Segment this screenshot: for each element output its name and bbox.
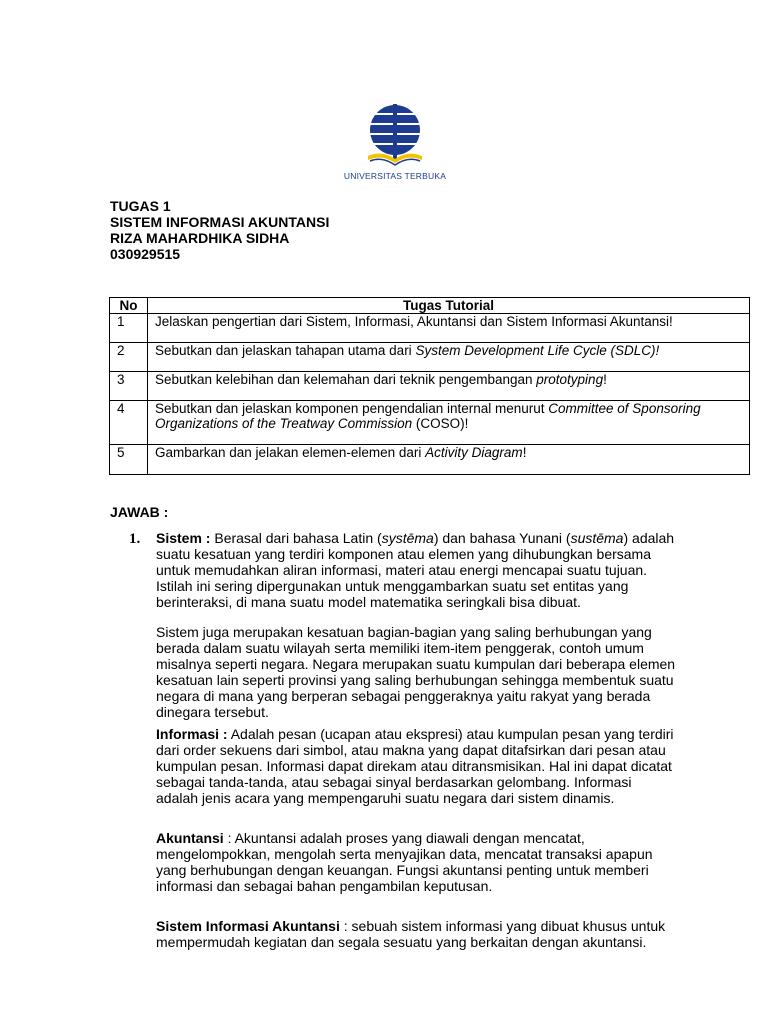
- sistem-paragraph: Sistem : Berasal dari bahasa Latin (systēma) dan bahasa Yunani (sustēma) adalah suatu kesatuan yang terdiri komponen atau elemen yang dihubungkan bersama untuk memudahkan aliran informasi, materi atau energi mencapai suatu tujuan. Istilah ini sering dipergunakan untuk menggambarkan suatu set entitas yang berinteraksi, di mana suatu model matematika seringkali bisa dibuat.: [156, 530, 675, 610]
- table-row: [110, 314, 750, 343]
- row-number: 3: [110, 372, 148, 401]
- university-emblem-icon: [362, 104, 428, 170]
- answer-number: 1.: [129, 531, 141, 547]
- row-question: Gambarkan dan jelakan elemen-elemen dari Activity Diagram!: [148, 445, 750, 475]
- row-question: Sebutkan dan jelaskan tahapan utama dari System Development Life Cycle (SDLC)!: [148, 343, 750, 372]
- table-row: [110, 343, 750, 372]
- informasi-paragraph: Informasi : Adalah pesan (ucapan atau ekspresi) atau kumpulan pesan yang terdiri dari order sekuens dari simbol, atau makna yang dapat ditafsirkan dari pesan atau kumpulan pesan. Informasi dapat direkam atau ditransmisikan. Hal ini dapat dicatat sebagai tanda-tanda, atau sebagai sinyal berdasarkan gelombang. Informasi adalah jenis acara yang mempengaruhi suatu negara dari sistem dinamis.: [156, 726, 674, 806]
- sia-paragraph: Sistem Informasi Akuntansi : sebuah sistem informasi yang dibuat khusus untuk mempermudah kegiatan dan segala sesuatu yang berkaitan dengan akuntansi.: [156, 918, 666, 950]
- university-logo: [340, 104, 450, 184]
- row-number: 1: [110, 314, 148, 343]
- row-question: Sebutkan dan jelaskan komponen pengendalian internal menurut Committee of Sponsoring Organizations of the Treatway Commission (COSO)!: [148, 401, 750, 445]
- row-number: 4: [110, 401, 148, 445]
- table-row: [110, 372, 750, 401]
- student-id: 030929515: [110, 246, 181, 262]
- akuntansi-paragraph: Akuntansi : Akuntansi adalah proses yang diawali dengan mencatat, mengelompokkan, mengolah serta menyajikan data, mencatat transaksi apapun yang berhubungan dengan keuangan. Fungsi akuntansi penting untuk memberi informasi dan sebagai bahan pengambilan keputusan.: [156, 830, 653, 894]
- assignment-title: TUGAS 1: [110, 198, 171, 214]
- table-row: [110, 401, 750, 445]
- answer-heading: JAWAB :: [110, 504, 169, 520]
- table-row: [110, 445, 750, 475]
- header-no: No: [110, 298, 148, 314]
- task-table: [109, 297, 750, 475]
- university-name: UNIVERSITAS TERBUKA: [343, 171, 447, 181]
- row-number: 5: [110, 445, 148, 475]
- header-task: Tugas Tutorial: [148, 298, 750, 314]
- document-header: [110, 198, 329, 262]
- table-header-row: [110, 298, 750, 314]
- row-number: 2: [110, 343, 148, 372]
- answer-body: [129, 530, 676, 950]
- student-name: RIZA MAHARDHIKA SIDHA: [110, 230, 290, 246]
- sistem-paragraph-2: Sistem juga merupakan kesatuan bagian-bagian yang saling berhubungan yang berada dalam suatu wilayah serta memiliki item-item penggerak, contoh umum misalnya seperti negara. Negara merupakan suatu kumpulan dari beberapa elemen kesatuan lain seperti provinsi yang saling berhubungan sehingga membentuk suatu negara di mana yang berperan sebagai penggeraknya yaitu rakyat yang berada dinegara tersebut.: [156, 624, 676, 720]
- course-name: SISTEM INFORMASI AKUNTANSI: [110, 214, 330, 230]
- row-question: Sebutkan kelebihan dan kelemahan dari teknik pengembangan prototyping!: [148, 372, 750, 401]
- row-question: Jelaskan pengertian dari Sistem, Informasi, Akuntansi dan Sistem Informasi Akuntansi!: [148, 314, 750, 343]
